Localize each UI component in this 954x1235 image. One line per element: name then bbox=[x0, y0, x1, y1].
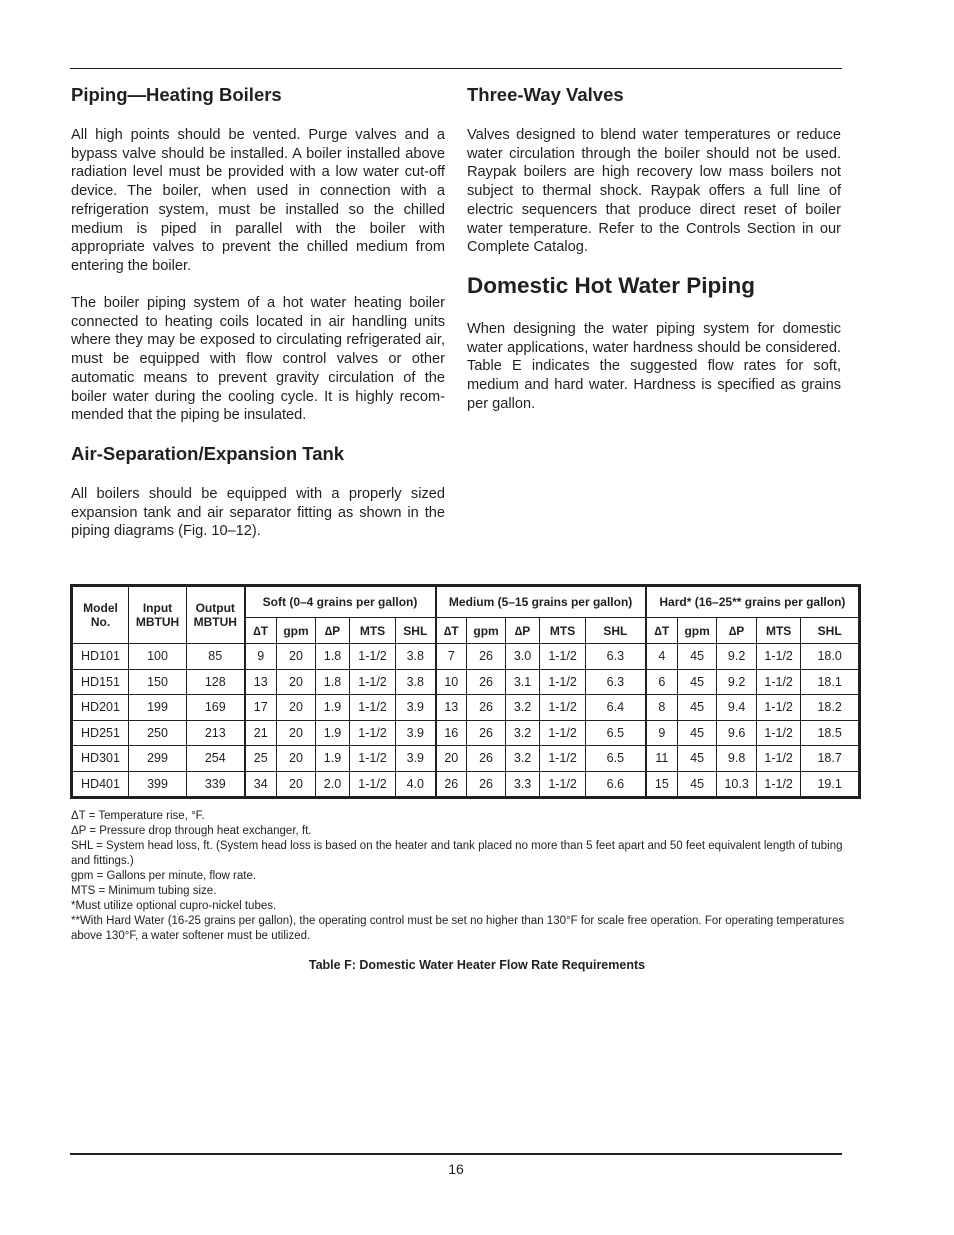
table-cell: 1-1/2 bbox=[540, 720, 586, 746]
three-way-valves-heading: Three-Way Valves bbox=[467, 84, 624, 105]
table-cell: 2.0 bbox=[316, 771, 350, 798]
table-cell: 20 bbox=[277, 720, 316, 746]
flow-rate-table-container bbox=[70, 584, 858, 799]
table-cell: 1-1/2 bbox=[757, 695, 801, 721]
domestic-hot-water-heading: Domestic Hot Water Piping bbox=[467, 273, 755, 298]
table-cell: 20 bbox=[277, 695, 316, 721]
table-cell: 1.9 bbox=[316, 746, 350, 772]
table-cell: 18.7 bbox=[801, 746, 860, 772]
table-cell: 3.8 bbox=[396, 644, 436, 670]
header-medium-shl: SHL bbox=[586, 618, 646, 644]
table-cell: 26 bbox=[467, 771, 506, 798]
table-cell: 299 bbox=[129, 746, 187, 772]
table-cell: 13 bbox=[245, 669, 277, 695]
table-cell: 9.6 bbox=[717, 720, 757, 746]
table-body bbox=[72, 644, 860, 798]
table-cell: 1-1/2 bbox=[757, 771, 801, 798]
table-row bbox=[72, 720, 860, 746]
table-cell: 45 bbox=[678, 771, 717, 798]
table-cell: 15 bbox=[646, 771, 678, 798]
table-cell: 26 bbox=[467, 695, 506, 721]
header-medium-dp: ∆P bbox=[506, 618, 540, 644]
table-cell: 6.4 bbox=[586, 695, 646, 721]
note-delta-t: ΔT = Temperature rise, °F. bbox=[71, 810, 205, 822]
table-cell: 169 bbox=[187, 695, 245, 721]
table-cell: 45 bbox=[678, 669, 717, 695]
table-cell: 20 bbox=[436, 746, 467, 772]
table-cell: 25 bbox=[245, 746, 277, 772]
table-cell: HD101 bbox=[72, 644, 129, 670]
header-hard: Hard* (16–25** grains per gallon) bbox=[646, 586, 860, 618]
table-cell: HD201 bbox=[72, 695, 129, 721]
table-cell: 6 bbox=[646, 669, 678, 695]
table-cell: 399 bbox=[129, 771, 187, 798]
table-cell: 10 bbox=[436, 669, 467, 695]
table-cell: 11 bbox=[646, 746, 678, 772]
table-cell: 45 bbox=[678, 644, 717, 670]
table-cell: HD151 bbox=[72, 669, 129, 695]
header-medium-dt: ∆T bbox=[436, 618, 467, 644]
table-cell: 1-1/2 bbox=[540, 644, 586, 670]
header-output: Output MBTUH bbox=[187, 586, 245, 644]
table-cell: 18.2 bbox=[801, 695, 860, 721]
air-separation-paragraph: All boilers should be equipped with a properly sized expansion tank and air separator fitting as shown in the piping diagrams (Fig. 10–12). bbox=[71, 486, 445, 540]
table-cell: 9.2 bbox=[717, 669, 757, 695]
air-separation-heading: Air-Separation/Expansion Tank bbox=[71, 443, 345, 464]
table-cell: 17 bbox=[245, 695, 277, 721]
table-cell: 85 bbox=[187, 644, 245, 670]
table-cell: 10.3 bbox=[717, 771, 757, 798]
table-cell: HD301 bbox=[72, 746, 129, 772]
three-way-valves-paragraph: Valves designed to blend water temperatures or reduce water circulation through the boiler should not be used. Raypak boilers are high recovery low mass boilers not subject to thermal shock. Raypak offers a full line of electric sequencers that produce direct reset of boiler water temperature. Refer to the Controls Section in our Complete Catalog. bbox=[467, 127, 841, 256]
table-cell: 26 bbox=[436, 771, 467, 798]
header-model: Model No. bbox=[72, 586, 129, 644]
header-soft-gpm: gpm bbox=[277, 618, 316, 644]
note-gpm: gpm = Gallons per minute, flow rate. bbox=[71, 870, 257, 882]
table-cell: 3.8 bbox=[396, 669, 436, 695]
table-cell: 7 bbox=[436, 644, 467, 670]
header-hard-dp: ∆P bbox=[717, 618, 757, 644]
table-cell: 4 bbox=[646, 644, 678, 670]
table-cell: 6.6 bbox=[586, 771, 646, 798]
table-cell: 21 bbox=[245, 720, 277, 746]
table-cell: 1-1/2 bbox=[350, 746, 396, 772]
header-hard-gpm: gpm bbox=[678, 618, 717, 644]
table-row bbox=[72, 669, 860, 695]
table-cell: 26 bbox=[467, 669, 506, 695]
table-cell: 4.0 bbox=[396, 771, 436, 798]
table-cell: 3.3 bbox=[506, 771, 540, 798]
table-cell: 1-1/2 bbox=[540, 746, 586, 772]
table-cell: 3.2 bbox=[506, 720, 540, 746]
table-cell: 199 bbox=[129, 695, 187, 721]
table-cell: 1-1/2 bbox=[540, 695, 586, 721]
table-cell: 1-1/2 bbox=[350, 669, 396, 695]
table-cell: 1-1/2 bbox=[540, 669, 586, 695]
table-cell: 9.8 bbox=[717, 746, 757, 772]
table-cell: 19.1 bbox=[801, 771, 860, 798]
header-hard-mts: MTS bbox=[757, 618, 801, 644]
table-cell: 26 bbox=[467, 746, 506, 772]
table-cell: 18.1 bbox=[801, 669, 860, 695]
table-header-row-1 bbox=[72, 586, 860, 618]
table-cell: 1.9 bbox=[316, 720, 350, 746]
table-cell: 20 bbox=[277, 644, 316, 670]
table-cell: 1-1/2 bbox=[350, 695, 396, 721]
table-cell: 1-1/2 bbox=[350, 644, 396, 670]
table-cell: 128 bbox=[187, 669, 245, 695]
table-cell: 6.3 bbox=[586, 669, 646, 695]
header-hard-dt: ∆T bbox=[646, 618, 678, 644]
piping-paragraph-1: All high points should be vented. Purge valves and a bypass valve should be installed. A boiler installed above radiation level must be provided with a low water cut-off device. The boiler, when used in connection with a refrigeration system, must be installed so the chilled medium is piped in parallel with the boiler with appropriate valves to prevent the chilled medium from entering the boiler. bbox=[71, 127, 445, 274]
table-cell: 34 bbox=[245, 771, 277, 798]
table-cell: 20 bbox=[277, 669, 316, 695]
note-delta-p: ΔP = Pressure drop through heat exchanger, ft. bbox=[71, 825, 312, 837]
note-shl: SHL = System head loss, ft. (System head loss is based on the heater and tank placed no more than 5 feet apart and 50 feet equivalent length of tubing and fittings.) bbox=[71, 840, 843, 867]
table-cell: 26 bbox=[467, 720, 506, 746]
table-cell: 6.5 bbox=[586, 720, 646, 746]
table-notes bbox=[71, 809, 857, 944]
domestic-hot-water-paragraph: When designing the water piping system for domestic water applications, water hardness should be considered. Table E indicates the suggested flow rates for soft, medium and hard water. Hardness is specified as grains per gallon. bbox=[467, 321, 841, 412]
table-cell: 1-1/2 bbox=[757, 644, 801, 670]
table-cell: 1.8 bbox=[316, 644, 350, 670]
table-cell: 254 bbox=[187, 746, 245, 772]
table-cell: 3.9 bbox=[396, 695, 436, 721]
table-cell: 339 bbox=[187, 771, 245, 798]
header-soft-shl: SHL bbox=[396, 618, 436, 644]
table-cell: 20 bbox=[277, 771, 316, 798]
header-soft-dp: ∆P bbox=[316, 618, 350, 644]
table-cell: 100 bbox=[129, 644, 187, 670]
header-hard-shl: SHL bbox=[801, 618, 860, 644]
note-hard-water: **With Hard Water (16-25 grains per gallon), the operating control must be set no higher than 130°F for scale free operation. For operating temperatures above 130°F, a water softener must be utilized. bbox=[71, 915, 845, 942]
table-cell: 26 bbox=[467, 644, 506, 670]
table-cell: 1-1/2 bbox=[350, 771, 396, 798]
table-cell: 18.5 bbox=[801, 720, 860, 746]
table-cell: 1.8 bbox=[316, 669, 350, 695]
table-cell: 9 bbox=[245, 644, 277, 670]
table-cell: 3.9 bbox=[396, 720, 436, 746]
table-cell: 1-1/2 bbox=[757, 720, 801, 746]
table-cell: 18.0 bbox=[801, 644, 860, 670]
table-cell: 3.2 bbox=[506, 746, 540, 772]
table-cell: 45 bbox=[678, 746, 717, 772]
table-row bbox=[72, 771, 860, 798]
table-cell: 9 bbox=[646, 720, 678, 746]
flow-rate-table bbox=[70, 584, 861, 799]
table-cell: HD251 bbox=[72, 720, 129, 746]
table-cell: 45 bbox=[678, 695, 717, 721]
header-soft: Soft (0–4 grains per gallon) bbox=[245, 586, 436, 618]
table-cell: 150 bbox=[129, 669, 187, 695]
piping-paragraph-2: The boiler piping system of a hot water heating boiler connected to heating coils located in air handling units where they may be exposed to circulating refrigerated air, must be equipped with flow control valves or other automatic means to prevent gravity circulation of the boiler water during the cooling cycle. It is highly recommended that the piping be insulated. bbox=[71, 295, 445, 424]
header-medium: Medium (5–15 grains per gallon) bbox=[436, 586, 646, 618]
header-soft-dt: ∆T bbox=[245, 618, 277, 644]
table-cell: 213 bbox=[187, 720, 245, 746]
top-rule bbox=[70, 68, 842, 69]
note-cupro-nickel: *Must utilize optional cupro-nickel tubes. bbox=[71, 900, 277, 912]
table-cell: 3.9 bbox=[396, 746, 436, 772]
table-cell: HD401 bbox=[72, 771, 129, 798]
table-cell: 3.1 bbox=[506, 669, 540, 695]
table-cell: 9.4 bbox=[717, 695, 757, 721]
table-cell: 1-1/2 bbox=[757, 746, 801, 772]
table-cell: 3.2 bbox=[506, 695, 540, 721]
table-cell: 8 bbox=[646, 695, 678, 721]
bottom-rule bbox=[70, 1153, 842, 1155]
table-cell: 1-1/2 bbox=[540, 771, 586, 798]
table-cell: 250 bbox=[129, 720, 187, 746]
table-cell: 13 bbox=[436, 695, 467, 721]
note-mts: MTS = Minimum tubing size. bbox=[71, 885, 217, 897]
piping-heating-boilers-heading: Piping—Heating Boilers bbox=[71, 84, 282, 105]
header-medium-gpm: gpm bbox=[467, 618, 506, 644]
table-row bbox=[72, 695, 860, 721]
table-row bbox=[72, 644, 860, 670]
page-number: 16 bbox=[448, 1161, 464, 1177]
table-cell: 45 bbox=[678, 720, 717, 746]
table-cell: 3.0 bbox=[506, 644, 540, 670]
table-row bbox=[72, 746, 860, 772]
table-cell: 1-1/2 bbox=[350, 720, 396, 746]
header-input: Input MBTUH bbox=[129, 586, 187, 644]
table-cell: 6.5 bbox=[586, 746, 646, 772]
table-cell: 20 bbox=[277, 746, 316, 772]
table-cell: 6.3 bbox=[586, 644, 646, 670]
header-medium-mts: MTS bbox=[540, 618, 586, 644]
table-cell: 9.2 bbox=[717, 644, 757, 670]
table-caption: Table F: Domestic Water Heater Flow Rate Requirements bbox=[308, 958, 646, 972]
table-cell: 16 bbox=[436, 720, 467, 746]
header-soft-mts: MTS bbox=[350, 618, 396, 644]
table-cell: 1-1/2 bbox=[757, 669, 801, 695]
table-cell: 1.9 bbox=[316, 695, 350, 721]
